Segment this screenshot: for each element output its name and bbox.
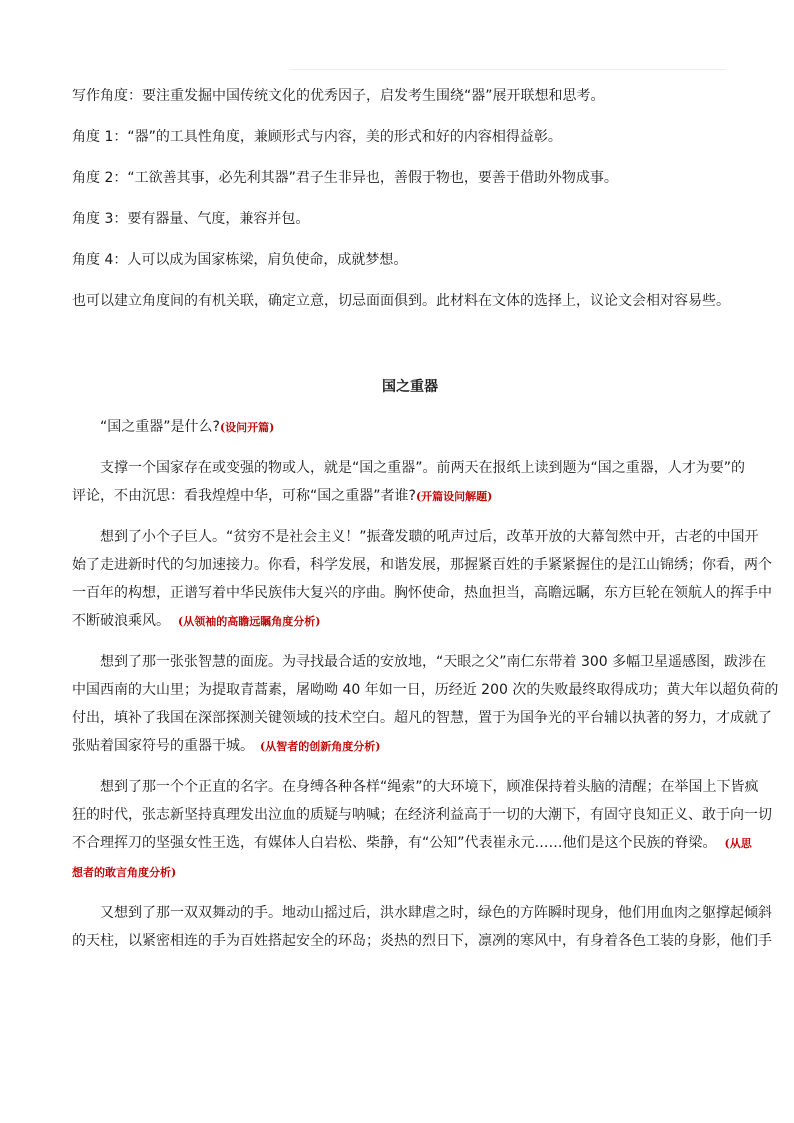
paragraph-line: 想到了那一个个正直的名字。在身缚各种各样“绳索”的大环境下，顾准保持着头脑的清醒；在举国上下皆疯 xyxy=(100,779,759,795)
paragraph-line: 始了走进新时代的匀加速接力。你看，科学发展，和谐发展，那握紧百姓的手紧紧握住的是江山锦绣；你看，两个 xyxy=(72,557,772,573)
essay-paragraph-3 xyxy=(72,523,772,636)
paragraph-line: 一百年的构想，正谱写着中华民族伟大复兴的序曲。胸怀使命，热血担当，高瞻远瞩，东方巨轮在领航人的挥手中 xyxy=(72,585,772,601)
writing-angle-intro: 写作角度：要注重发掘中国传统文化的优秀因子，启发考生围绕“器”展开联想和思考。 xyxy=(72,88,605,104)
essay-paragraph-6 xyxy=(72,899,772,955)
essay-title: 国之重器 xyxy=(382,379,438,395)
annotation: (设问开篇) xyxy=(219,421,275,434)
header-divider xyxy=(290,69,725,70)
document-body xyxy=(72,82,779,955)
angle-1: 角度 1：“器”的工具性角度，兼顾形式与内容，美的形式和好的内容相得益彰。 xyxy=(72,129,562,145)
paragraph-line: 想到了那一张张智慧的面庞。为寻找最合适的安放地，“天眼之父”南仁东带着 300 多幅卫星遥感图，跋涉在 xyxy=(100,654,767,670)
paragraph-line: 狂的时代，张志新坚持真理发出泣血的质疑与呐喊；在经济利益高于一切的大潮下，有固守良知正义、敢于向一切 xyxy=(72,807,772,823)
paragraph-text: “国之重器”是什么? xyxy=(100,419,220,435)
angle-3: 角度 3：要有器量、气度，兼容并包。 xyxy=(72,211,310,227)
annotation: 想者的敢言角度分析) xyxy=(72,866,177,879)
angle-4: 角度 4：人可以成为国家栋梁，肩负使命，成就梦想。 xyxy=(72,252,408,268)
annotation: (从智者的创新角度分析) xyxy=(260,740,381,753)
angle-2: 角度 2：“工欲善其事，必先利其器”君子生非异也，善假于物也，要善于借助外物成事。 xyxy=(72,170,618,186)
paragraph-line: 想到了小个子巨人。“贫穷不是社会主义！”振聋发聩的吼声过后，改革开放的大幕訇然中开，古老的中国开 xyxy=(100,529,759,545)
paragraph-line: 张贴着国家符号的重器干城。 xyxy=(72,738,254,754)
paragraph-line: 付出，填补了我国在深部探测关键领域的技术空白。超凡的智慧，置于为国争光的平台辅以执著的努力，才成就了 xyxy=(72,710,772,726)
annotation: (从领袖的高瞻远瞩角度分析) xyxy=(178,615,321,628)
essay-paragraph-2 xyxy=(72,454,748,511)
essay-paragraph-4 xyxy=(72,648,779,761)
paragraph-line: 不合理挥刀的坚强女性王选，有媒体人白岩松、柴静，有“公知”代表崔永元……他们是这个民族的脊梁。 xyxy=(72,835,717,851)
paragraph-line: 不断破浪乘风。 xyxy=(72,613,170,629)
paragraph-line: 评论，不由沉思：看我煌煌中华，可称“国之重器”者谁? xyxy=(72,488,416,504)
angle-summary: 也可以建立角度间的有机关联，确定立意，切忌面面俱到。此材料在文体的选择上，议论文会相对容易些。 xyxy=(72,293,730,309)
paragraph-line: 中国西南的大山里；为提取青蒿素，屠呦呦 40 年如一日，历经近 200 次的失败最终取得成功；黄大年以超负荷的 xyxy=(72,682,779,698)
essay-paragraph-1 xyxy=(72,413,748,442)
annotation: (开篇设问解题) xyxy=(415,490,493,503)
paragraph-line: 的天柱，以紧密相连的手为百姓搭起安全的环岛；炎热的烈日下，凛冽的寒风中，有身着各色工装的身影，他们手 xyxy=(72,933,772,949)
paragraph-line: 又想到了那一双双舞动的手。地动山摇过后，洪水肆虐之时，绿色的方阵瞬时现身，他们用血肉之躯撑起倾斜 xyxy=(100,905,772,921)
annotation: (从思 xyxy=(724,837,752,850)
paragraph-line: 支撑一个国家存在或变强的物或人，就是“国之重器”。前两天在报纸上读到题为“国之重器，人才为要”的 xyxy=(100,460,746,476)
essay-paragraph-5 xyxy=(72,773,772,887)
